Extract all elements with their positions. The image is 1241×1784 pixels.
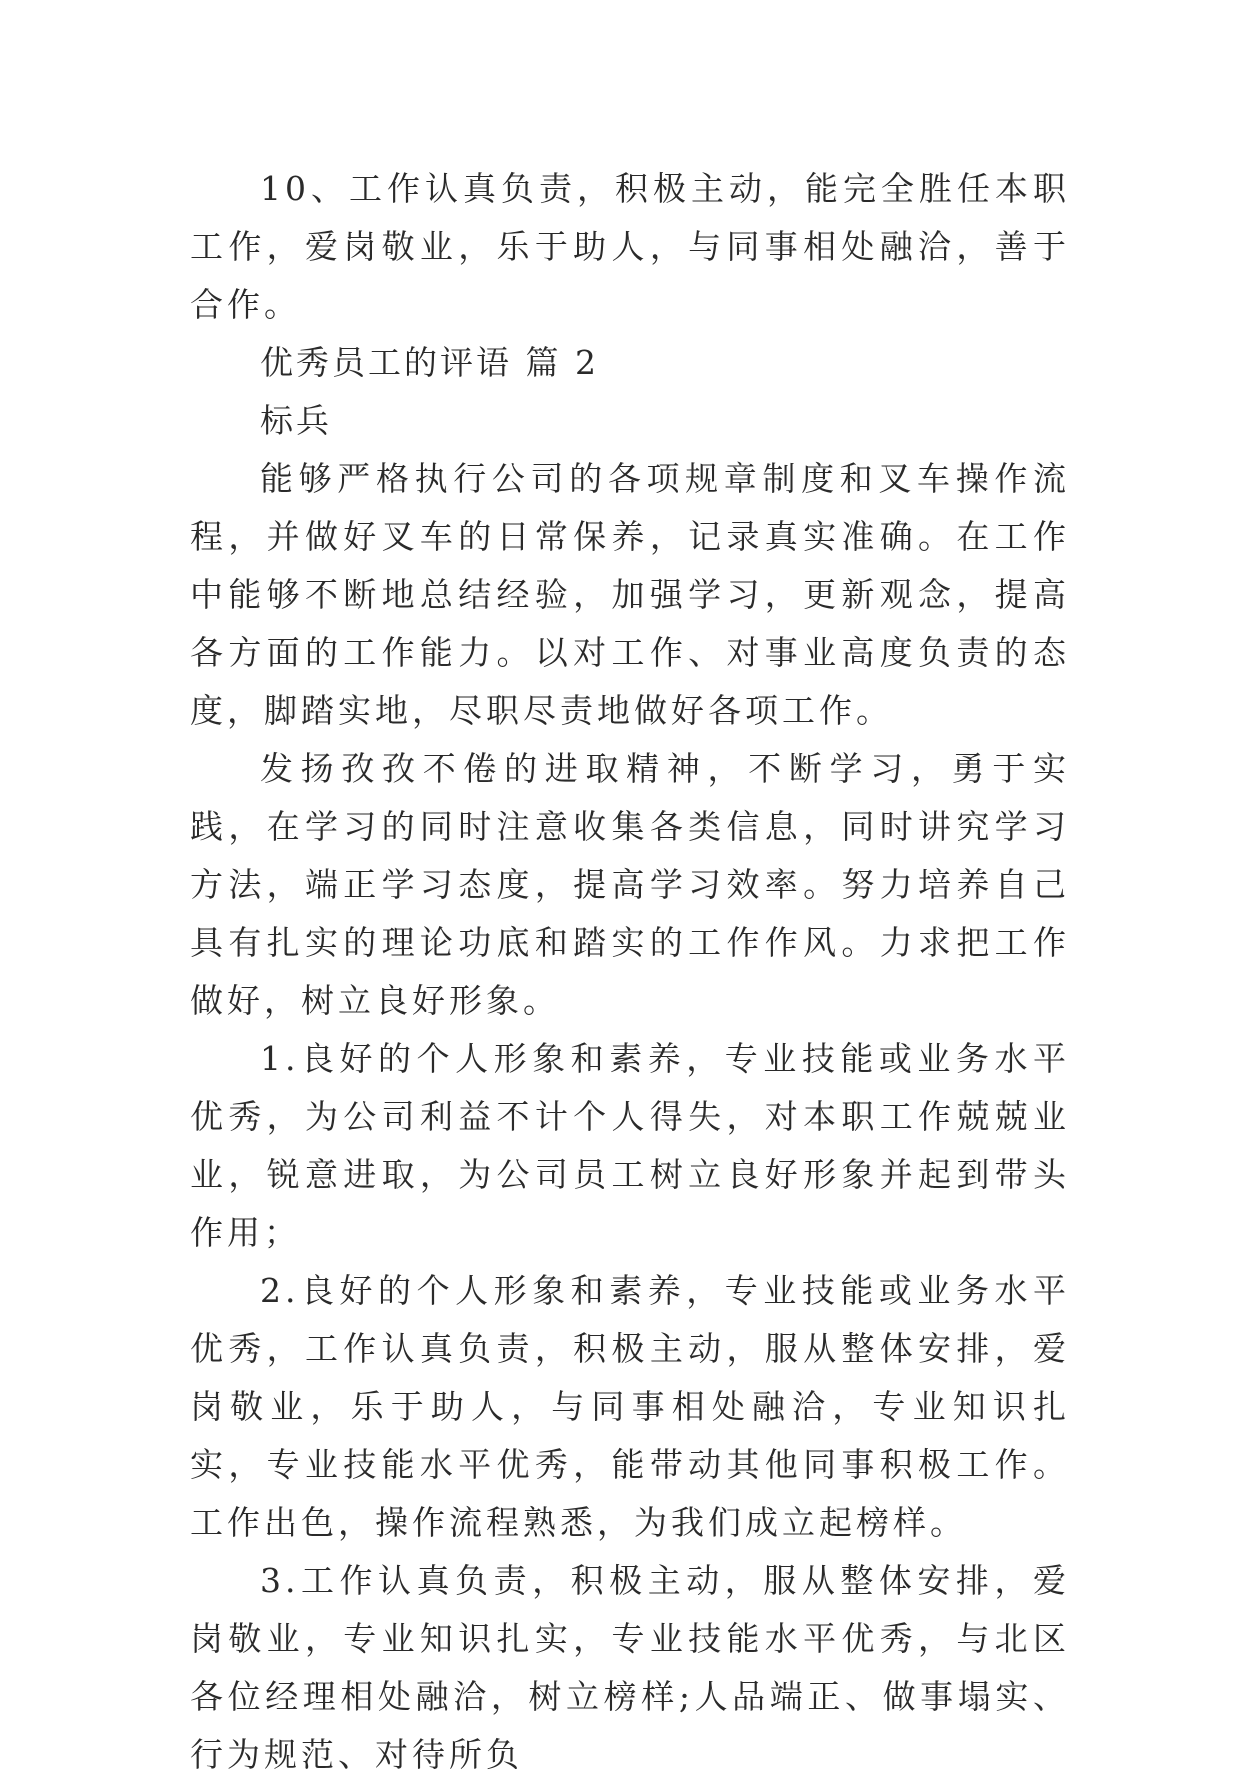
paragraph-item-2: 2.良好的个人形象和素养，专业技能或业务水平优秀，工作认真负责，积极主动，服从整体安排，爱岗敬业，乐于助人，与同事相处融洽，专业知识扎实，专业技能水平优秀，能带动其他同事积极工作。工作出色，操作流程熟悉，为我们成立起榜样。 [190,1271,1070,1542]
paragraph-forklift: 能够严格执行公司的各项规章制度和叉车操作流程，并做好叉车的日常保养，记录真实准确。在工作中能够不断地总结经验，加强学习，更新观念，提高各方面的工作能力。以对工作、对事业高度负责的态度，脚踏实地，尽职尽责地做好各项工作。 [190,459,1070,730]
paragraph-item-10: 10、工作认真负责，积极主动，能完全胜任本职工作，爱岗敬业，乐于助人，与同事相处融洽，善于合作。 [190,169,1070,324]
subsection-heading: 标兵 [260,401,332,440]
paragraph-item-1: 1.良好的个人形象和素养，专业技能或业务水平优秀，为公司利益不计个人得失，对本职工作兢兢业业，锐意进取，为公司员工树立良好形象并起到带头作用； [190,1039,1070,1252]
paragraph-learning: 发扬孜孜不倦的进取精神，不断学习，勇于实践，在学习的同时注意收集各类信息，同时讲究学习方法，端正学习态度，提高学习效率。努力培养自己具有扎实的理论功底和踏实的工作作风。力求把工作做好，树立良好形象。 [190,749,1070,1020]
document-body [190,160,1070,1784]
section-heading: 优秀员工的评语 篇 2 [260,343,599,382]
paragraph-item-3: 3.工作认真负责，积极主动，服从整体安排，爱岗敬业，专业知识扎实，专业技能水平优秀，与北区各位经理相处融洽，树立榜样;人品端正、做事塌实、行为规范、对待所负 [190,1561,1070,1774]
